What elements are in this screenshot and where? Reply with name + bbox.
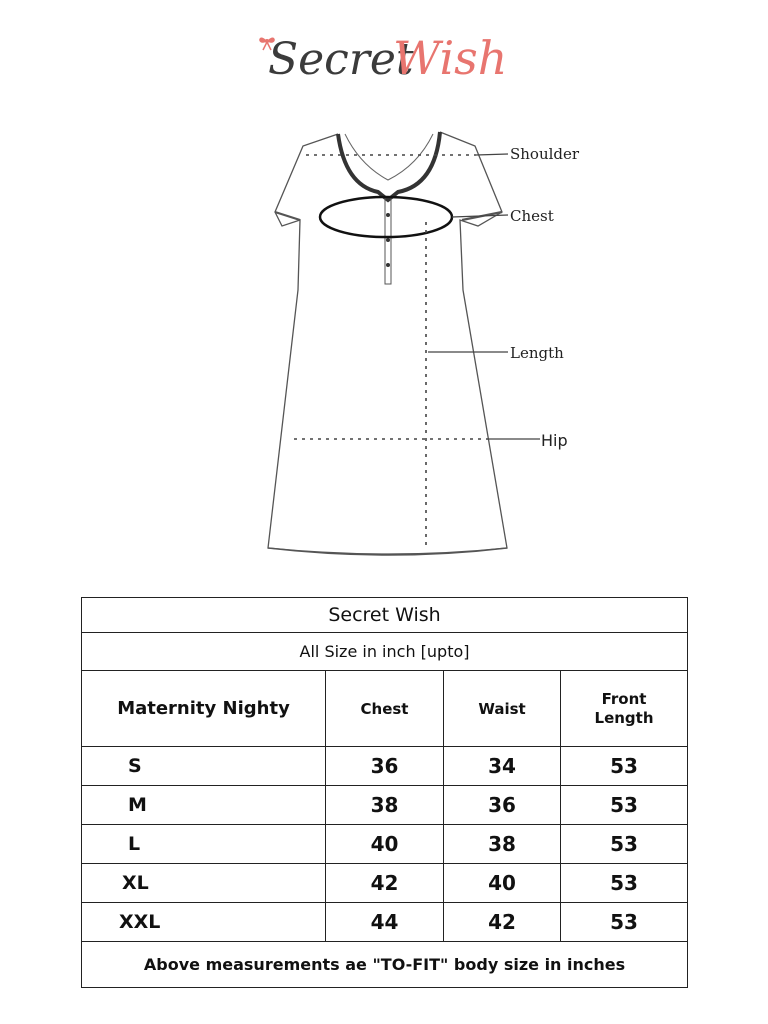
cell-front-length: 53	[561, 864, 688, 903]
chest-ellipse	[320, 197, 452, 237]
cell-waist: 38	[444, 825, 561, 864]
table-title: Secret Wish	[82, 598, 688, 633]
cell-size: L	[82, 825, 326, 864]
cell-waist: 36	[444, 786, 561, 825]
label-chest: Chest	[510, 207, 554, 225]
label-hip: Hip	[541, 431, 568, 450]
table-header-row	[82, 671, 688, 747]
cell-chest: 36	[326, 747, 444, 786]
garment-diagram	[0, 120, 768, 570]
header-waist: Waist	[444, 671, 561, 747]
cell-size: S	[82, 747, 326, 786]
label-length: Length	[510, 344, 564, 362]
table-row	[82, 864, 688, 903]
table-row	[82, 825, 688, 864]
table-note-row	[82, 942, 688, 988]
table-subtitle-row	[82, 633, 688, 671]
cell-chest: 40	[326, 825, 444, 864]
neckline	[338, 132, 440, 200]
cell-chest: 44	[326, 903, 444, 942]
cell-front-length: 53	[561, 747, 688, 786]
cell-waist: 40	[444, 864, 561, 903]
cell-size: XXL	[82, 903, 326, 942]
cell-front-length: 53	[561, 786, 688, 825]
cell-waist: 42	[444, 903, 561, 942]
table-note: Above measurements ae "TO-FIT" body size in inches	[82, 942, 688, 988]
header-front-line1: Front	[601, 689, 647, 708]
cell-size: XL	[82, 864, 326, 903]
cell-front-length: 53	[561, 903, 688, 942]
dress-outline	[268, 132, 507, 554]
table-row	[82, 747, 688, 786]
cell-chest: 38	[326, 786, 444, 825]
cell-waist: 34	[444, 747, 561, 786]
table-subtitle: All Size in inch [upto]	[82, 633, 688, 671]
header-chest: Chest	[326, 671, 444, 747]
cell-front-length: 53	[561, 825, 688, 864]
table-row	[82, 786, 688, 825]
brand-word-wish: Wish	[393, 31, 508, 85]
brand-logo	[0, 18, 768, 88]
header-front-line2: Length	[594, 708, 654, 727]
table-title-row	[82, 598, 688, 633]
header-front-length	[561, 671, 688, 747]
header-product: Maternity Nighty	[82, 671, 326, 747]
cell-chest: 42	[326, 864, 444, 903]
cell-size: M	[82, 786, 326, 825]
label-shoulder: Shoulder	[510, 145, 580, 163]
table-row	[82, 903, 688, 942]
brand-word-secret: Secret	[268, 34, 414, 85]
size-chart-table	[81, 597, 688, 988]
